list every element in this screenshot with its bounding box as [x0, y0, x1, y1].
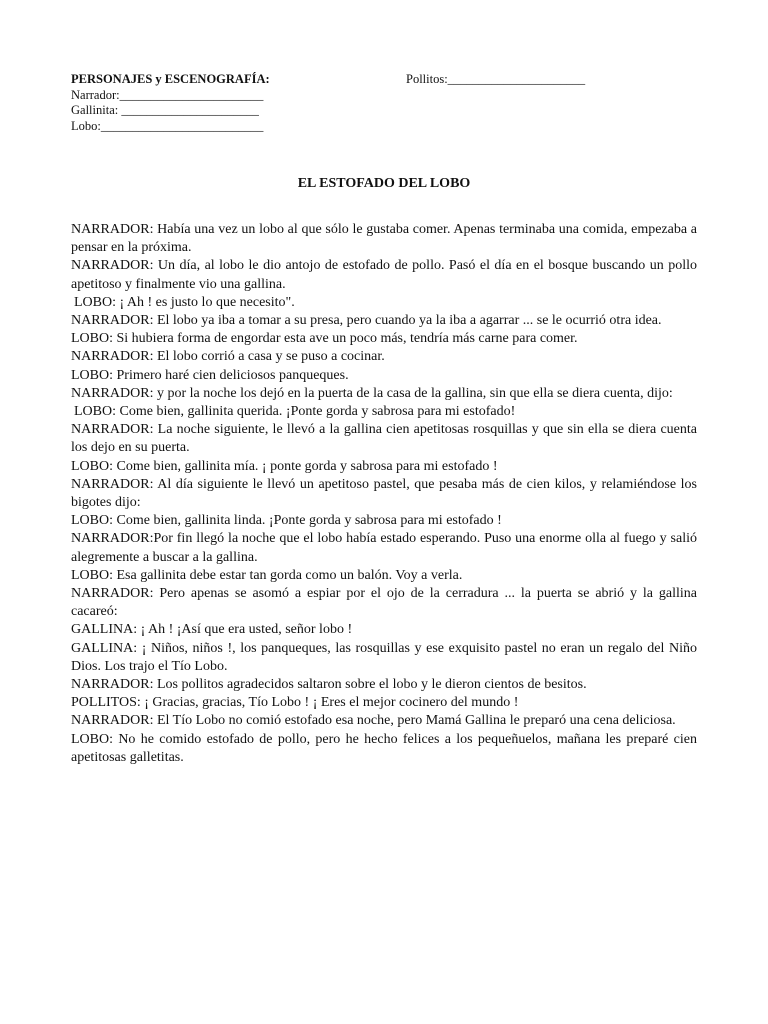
cast-list-title: PERSONAJES y ESCENOGRAFÍA:	[71, 72, 270, 86]
script-line: GALLINA: ¡ Ah ! ¡Así que era usted, señor lobo !	[71, 622, 353, 638]
script-line: LOBO: Come bien, gallinita mía. ¡ ponte gorda y sabrosa para mi estofado !	[71, 458, 498, 474]
script-line: NARRADOR: El Tío Lobo no comió estofado esa noche, pero Mamá Gallina le preparó una cena deliciosa.	[71, 713, 676, 729]
script-line: NARRADOR: La noche siguiente, le llevó a la gallina cien apetitosas rosquillas y que sin ella se diera cuenta los dejo en su puerta.	[71, 422, 697, 456]
script-line: NARRADOR: Pero apenas se asomó a espiar por el ojo de la cerradura ... la puerta se abrió y la gallina cacareó:	[71, 586, 697, 620]
script-line: GALLINA: ¡ Niños, niños !, los panqueques, las rosquillas y ese exquisito pastel no eran un regalo del Niño Dios. Los trajo el Tío Lobo.	[71, 640, 697, 674]
script-line: NARRADOR: El lobo corrió a casa y se puso a cocinar.	[71, 349, 385, 365]
script-line: NARRADOR: y por la noche los dejó en la puerta de la casa de la gallina, sin que ella se diera cuenta, dijo:	[71, 385, 673, 401]
script-line: LOBO: ¡ Ah ! es justo lo que necesito".	[74, 294, 295, 310]
role-lobo: Lobo:__________________________	[71, 118, 264, 133]
script-line: NARRADOR: Un día, al lobo le dio antojo de estofado de pollo. Pasó el día en el bosque buscando un pollo apetitoso y finalmente vio una gallina.	[71, 258, 697, 292]
script-line: NARRADOR: El lobo ya iba a tomar a su presa, pero cuando ya la iba a agarrar ... se le ocurrió otra idea.	[71, 313, 662, 329]
script-line: LOBO: Si hubiera forma de engordar esta ave un poco más, tendría más carne para comer.	[71, 331, 578, 347]
script-line: LOBO: Come bien, gallinita linda. ¡Ponte gorda y sabrosa para mi estofado !	[71, 513, 502, 529]
script-line: POLLITOS: ¡ Gracias, gracias, Tío Lobo ! ¡ Eres el mejor cocinero del mundo !	[71, 695, 519, 711]
role-pollitos: Pollitos:______________________	[406, 72, 586, 86]
script-body	[71, 221, 697, 767]
document-title: EL ESTOFADO DEL LOBO	[297, 176, 471, 191]
script-line: NARRADOR: Al día siguiente le llevó un apetitoso pastel, que pesaba más de cien kilos, y relamiéndose los bigotes dijo:	[71, 476, 697, 511]
cast-list	[71, 72, 371, 134]
pollitos-field	[406, 72, 706, 88]
role-gallinita: Gallinita: ______________________	[71, 103, 259, 117]
script-line: NARRADOR: Había una vez un lobo al que sólo le gustaba comer. Apenas terminaba una comida, empezaba a pensar en la próxima.	[71, 222, 697, 256]
script-line: NARRADOR: Los pollitos agradecidos saltaron sobre el lobo y le dieron cientos de besitos.	[71, 677, 587, 693]
script-line: LOBO: No he comido estofado de pollo, pero he hecho felices a los pequeñuelos, mañana les preparé cien apetitosas galletitas.	[71, 731, 697, 765]
script-line: LOBO: Come bien, gallinita querida. ¡Ponte gorda y sabrosa para mi estofado!	[74, 404, 516, 420]
script-line: LOBO: Esa gallinita debe estar tan gorda como un balón. Voy a verla.	[71, 567, 463, 583]
script-line: NARRADOR:Por fin llegó la noche que el lobo había estado esperando. Puso una enorme olla al fuego y salió alegremente a buscar a la gallina.	[71, 531, 697, 565]
script-line: LOBO: Primero haré cien deliciosos panqueques.	[71, 367, 349, 383]
role-narrador: Narrador:_______________________	[71, 87, 264, 102]
